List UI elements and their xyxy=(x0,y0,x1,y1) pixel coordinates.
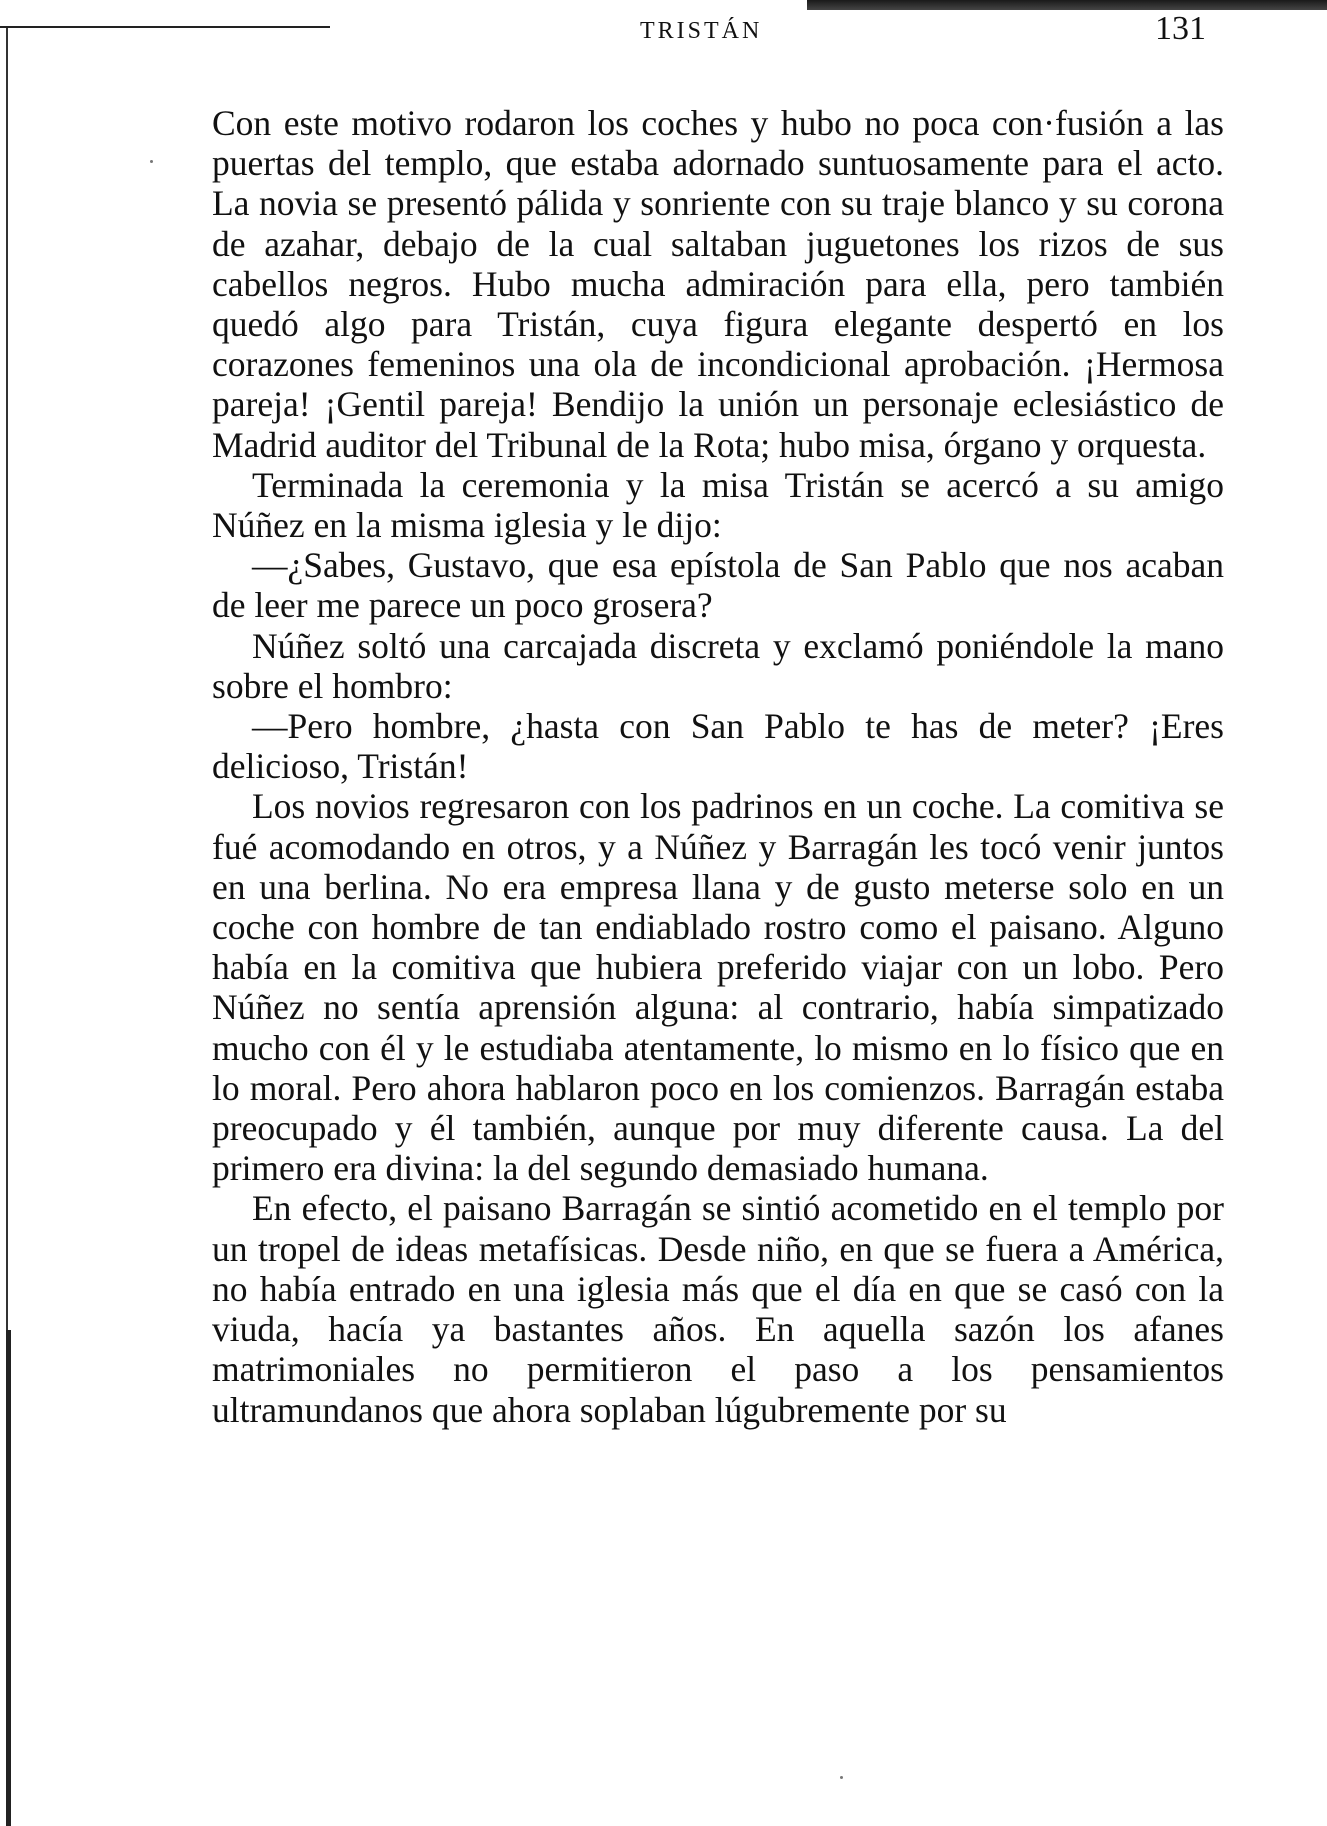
paper-speck xyxy=(840,1776,843,1779)
header-rule-right xyxy=(807,0,1327,10)
page-number: 131 xyxy=(1155,10,1206,47)
paragraph-5-dialogue: —Pero hombre, ¿hasta con San Pablo te has de meter? ¡Eres delicioso, Tristán! xyxy=(212,706,1224,787)
paragraph-6: Los novios regresaron con los padrinos en un coche. La comitiva se fué acomodando en otros, y a Núñez y Barragán les tocó venir juntos en una berlina. No era empresa llana y de gusto meterse solo en un coche con hombre de tan endiablado rostro como el paisano. Alguno había en la comitiva que hubiera preferido viajar con un lobo. Pero Núñez no sentía aprensión alguna: al contrario, había simpatizado mucho con él y le estudiaba atentamente, lo mismo en lo físico que en lo moral. Pero ahora hablaron poco en los comienzos. Barragán estaba preocupado y él también, aunque por muy diferente causa. La del primero era divina: la del segundo demasiado humana. xyxy=(212,786,1224,1189)
header-rule-left xyxy=(0,26,330,28)
running-head-title: TRISTÁN xyxy=(640,18,763,44)
body-text xyxy=(212,103,1224,1430)
page-binding-shadow xyxy=(6,1330,11,1826)
paragraph-4: Núñez soltó una carcajada discreta y exclamó poniéndole la mano sobre el hombro: xyxy=(212,625,1224,706)
paragraph-3-dialogue: —¿Sabes, Gustavo, que esa epístola de San Pablo que nos acaban de leer me parece un poco grosera? xyxy=(212,545,1224,626)
paragraph-7: En efecto, el paisano Barragán se sintió acometido en el templo por un tropel de ideas metafísicas. Desde niño, en que se fuera a América, no había entrado en una iglesia más que el día en que se casó con la viuda, hacía ya bastantes años. En aquella sazón los afanes matrimoniales no permitieron el paso a los pensamientos ultramundanos que ahora soplaban lúgubremente por su xyxy=(212,1188,1224,1430)
paragraph-2: Terminada la ceremonia y la misa Tristán se acercó a su amigo Núñez en la misma iglesia y le dijo: xyxy=(212,464,1224,546)
paragraph-1: Con este motivo rodaron los coches y hubo no poca con·fusión a las puertas del templo, que estaba adornado suntuosamente para el acto. La novia se presentó pálida y sonriente con su traje blanco y su corona de azahar, debajo de la cual saltaban juguetones los rizos de sus cabellos negros. Hubo mucha admiración para ella, pero también quedó algo para Tristán, cuya figura elegante despertó en los corazones femeninos una ola de incondicional aprobación. ¡Hermosa pareja! ¡Gentil pareja! Bendijo la unión un personaje eclesiástico de Madrid auditor del Tribunal de la Rota; hubo misa, órgano y orquesta. xyxy=(212,103,1224,465)
paper-speck xyxy=(150,160,153,163)
